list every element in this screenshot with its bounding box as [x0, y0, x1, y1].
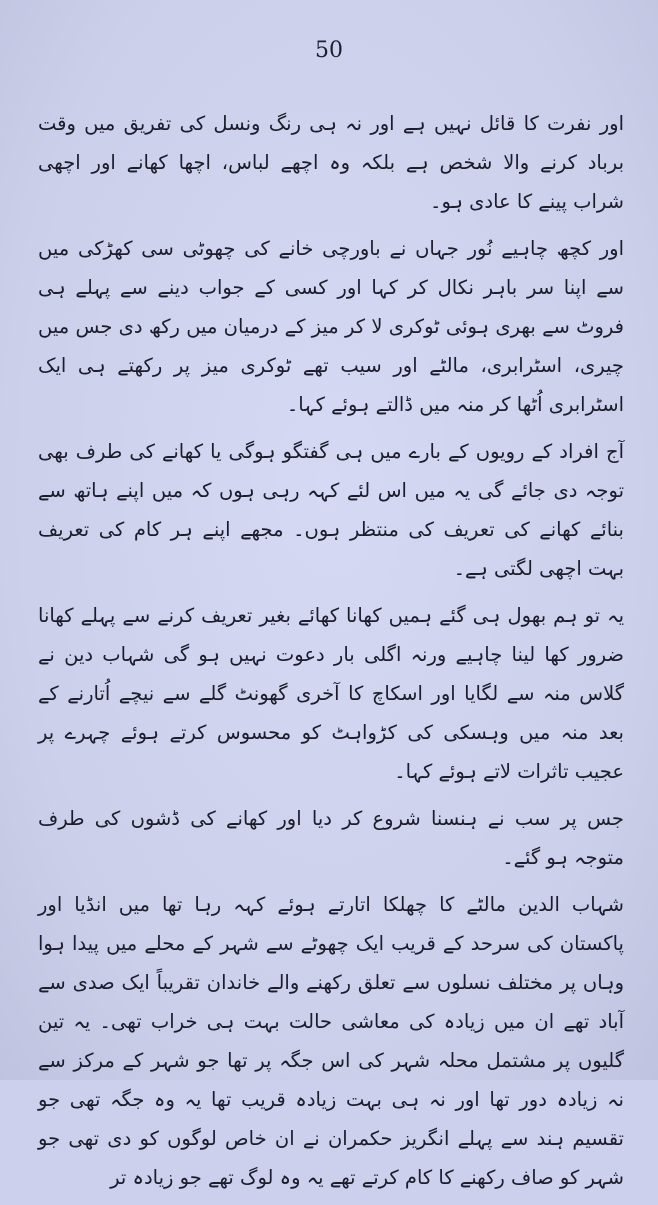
page-number: 50: [315, 38, 343, 63]
paragraph: اور کچھ چاہیے نُور جہاں نے باورچی خانے کی چھوٹی سی کھڑکی میں سے اپنا سر باہر نکال کر کہا اور کسی کے جواب دینے سے پہلے ہی فروٹ سے بھری ہوئی ٹوکری لا کر میز کے درمیان میں رکھ دی جس میں چیری، اسٹرابری، مالٹے اور سیب تھے ٹوکری میز پر رکھتے ہی ایک اسٹرابری اُٹھا کر منہ میں ڈالتے ہوئے کہا۔: [38, 237, 624, 416]
paragraph: آج افراد کے رویوں کے بارے میں ہی گفتگو ہوگی یا کھانے کی طرف بھی توجہ دی جائے گی یہ میں اس لئے کہہ رہی ہوں کہ میں اپنے ہاتھ سے بنائے کھانے کی تعریف کی منتظر ہوں۔ مجھے اپنے ہر کام کی تعریف بہت اچھی لگتی ہے۔: [38, 440, 624, 580]
paragraph: شہاب الدین مالٹے کا چھلکا اتارتے ہوئے کہہ رہا تھا میں انڈیا اور پاکستان کی سرحد کے قریب ایک چھوٹے سے شہر کے محلے میں پیدا ہوا وہاں پر مختلف نسلوں سے تعلق رکھنے والے خاندان تقریباً ایک صدی سے آباد تھے ان میں زیادہ کی معاشی حالت بہت ہی خراب تھی۔ یہ تین گلیوں پر مشتمل محلہ شہر کی اس جگہ پر تھا جو شہر کے مرکز سے نہ زیادہ دور تھا اور نہ ہی بہت زیادہ قریب تھا یہ وہ جگہ تھی جو تقسیم ہند سے پہلے انگریز حکمران نے ان خاص لوگوں کو دی تھی جو شہر کو صاف رکھنے کا کام کرتے تھے یہ وہ لوگ تھے جو زیادہ تر: [38, 893, 624, 1189]
paragraph: جس پر سب نے ہنسنا شروع کر دیا اور کھانے کی ڈشوں کی طرف متوجہ ہو گئے۔: [38, 807, 624, 869]
body-text: [38, 104, 624, 1205]
paragraph: یہ تو ہم بھول ہی گئے ہمیں کھانا کھائے بغیر تعریف کرنے سے پہلے کھانا ضرور کھا لینا چاہیے ورنہ اگلی بار دعوت نہیں ہو گی شہاب دین نے گلاس منہ سے لگایا اور اسکاچ کا آخری گھونٹ گلے سے نیچے اُتارنے کے بعد منہ میں وہسکی کی کڑواہٹ کو محسوس کرتے ہوئے چہرے پر عجیب تاثرات لاتے ہوئے کہا۔: [38, 604, 624, 783]
paragraph: اور نفرت کا قائل نہیں ہے اور نہ ہی رنگ ونسل کی تفریق میں وقت برباد کرنے والا شخص ہے بلکہ وہ اچھے لباس، اچھا کھانے اور اچھی شراب پینے کا عادی ہو۔: [38, 112, 624, 213]
